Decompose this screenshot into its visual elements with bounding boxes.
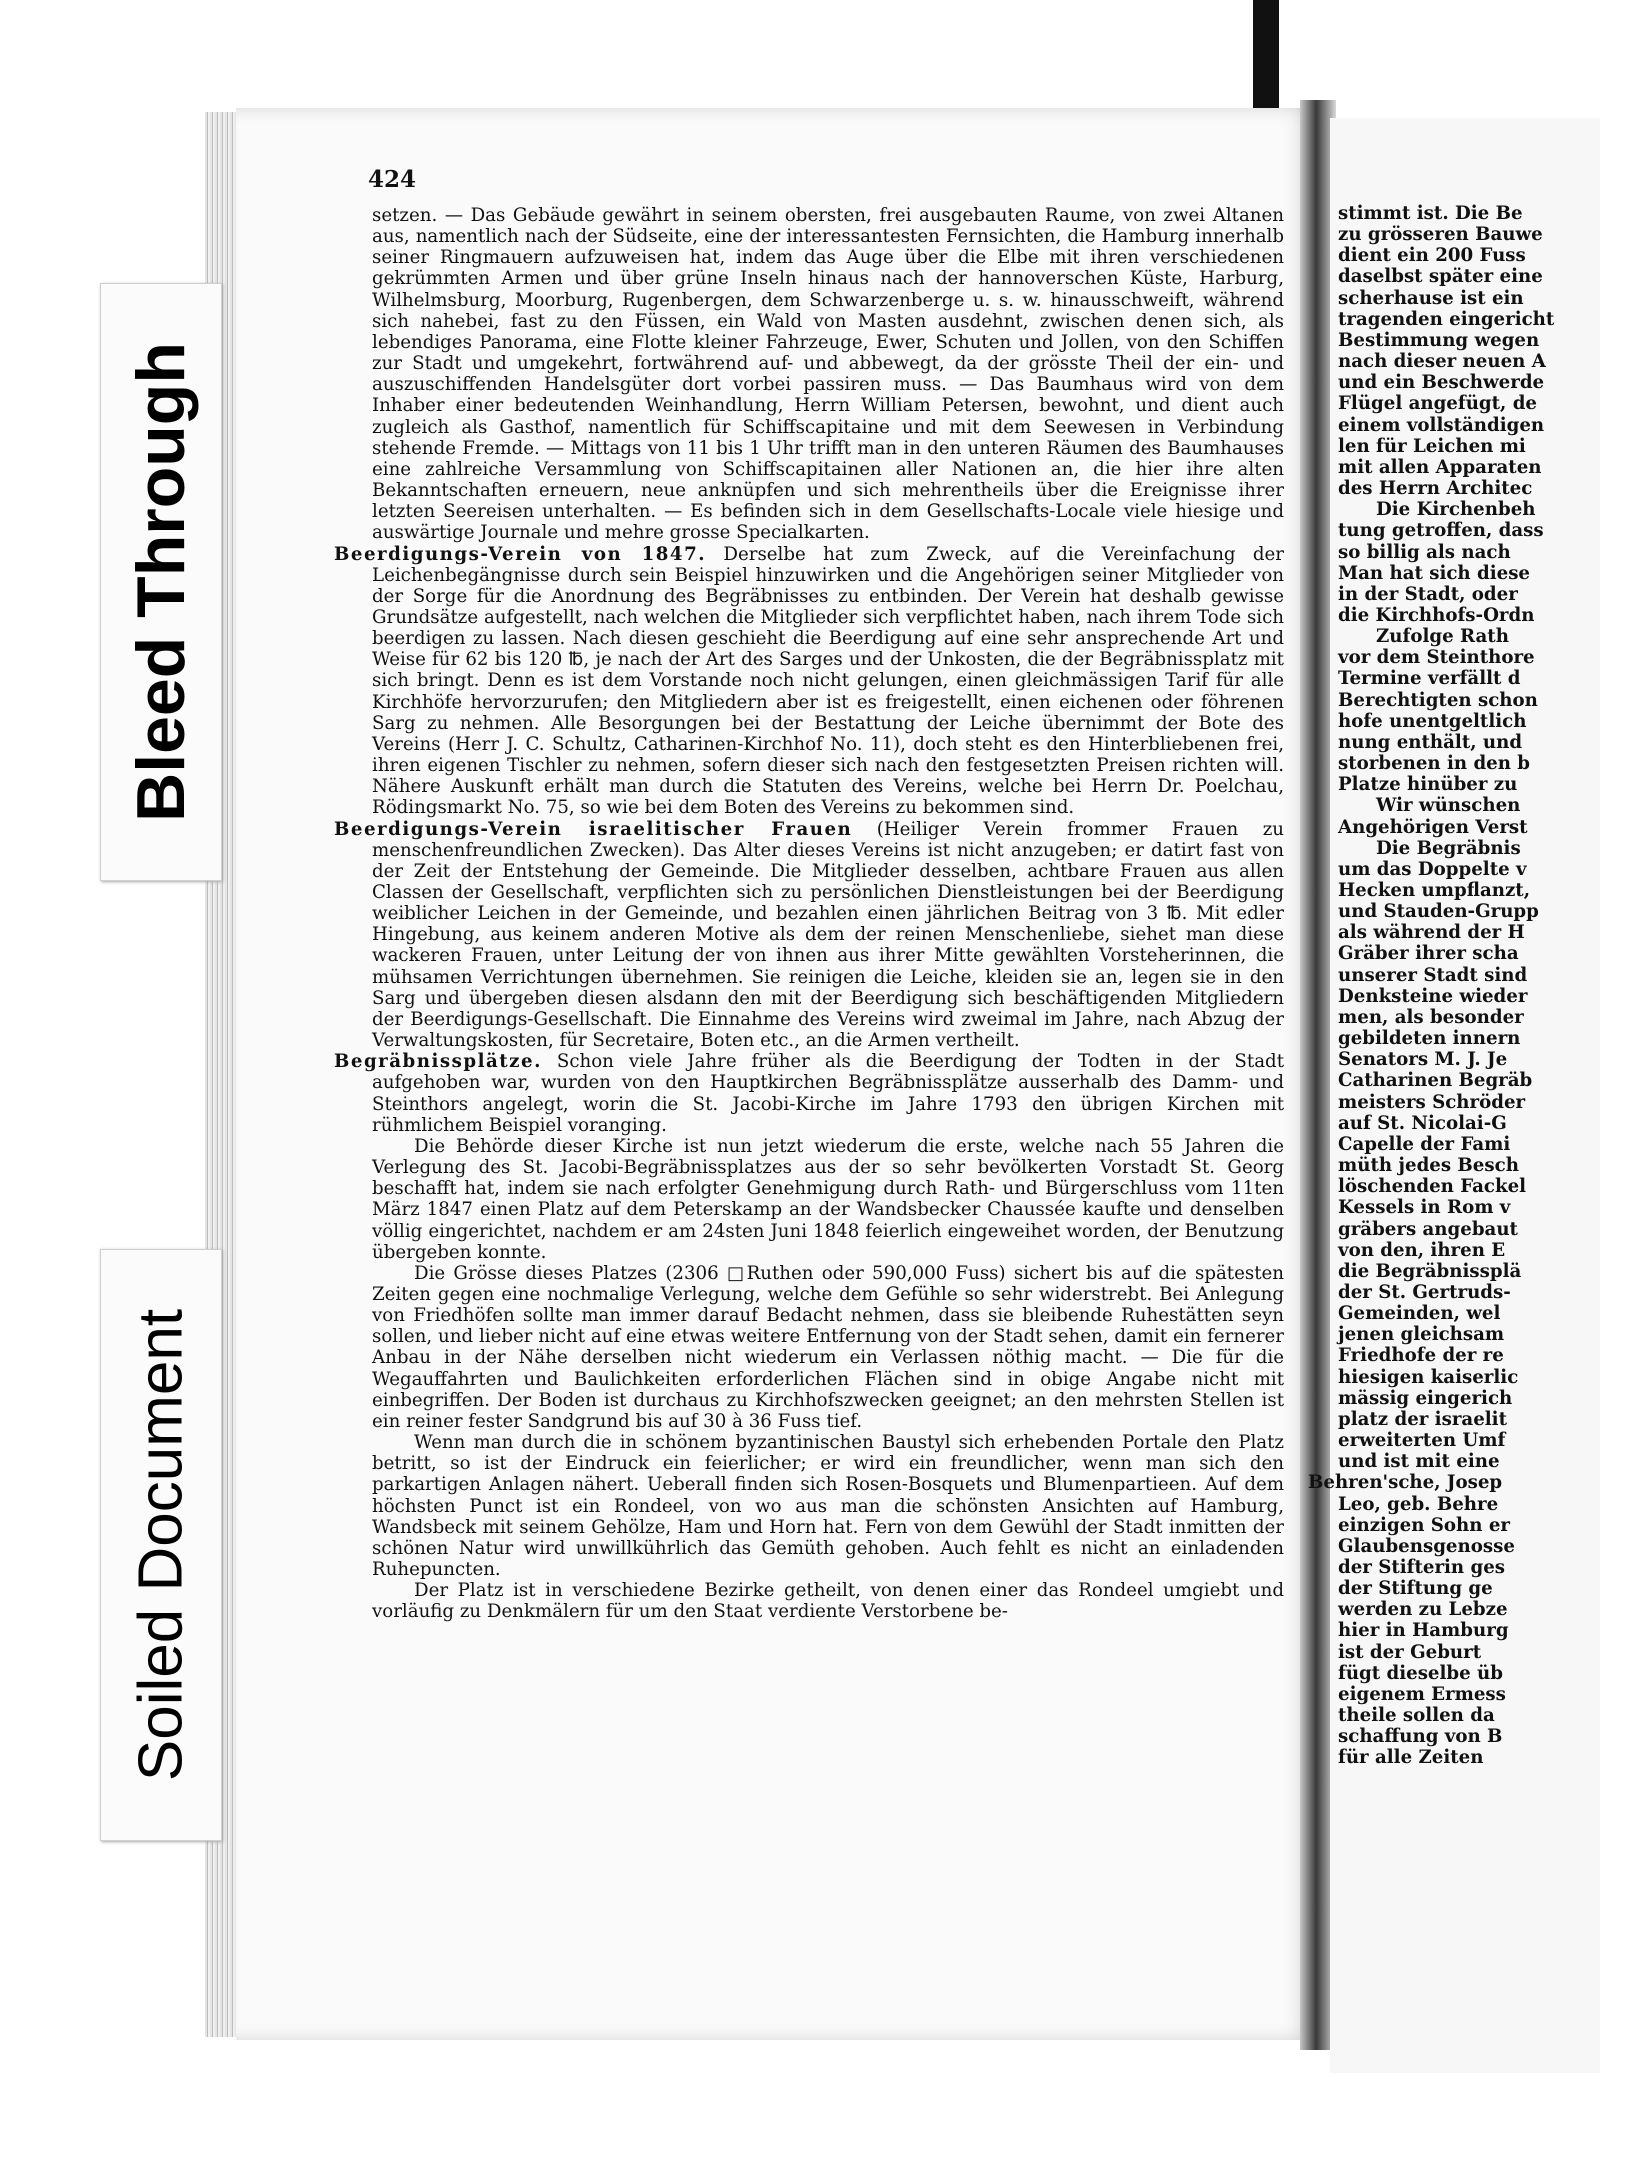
right-page-line: meisters Schröder xyxy=(1338,1091,1526,1113)
right-page-line: Kessels in Rom v xyxy=(1338,1197,1511,1219)
right-page-line: ist der Geburt xyxy=(1338,1641,1482,1663)
right-page-line: mit allen Apparaten xyxy=(1338,456,1542,478)
soiled-document-label xyxy=(100,1249,222,1841)
right-page-line: theile sollen da xyxy=(1338,1705,1495,1727)
right-page-line: nach dieser neuen A xyxy=(1338,351,1546,373)
right-page-line: len für Leichen mi xyxy=(1338,435,1526,457)
right-page-line: einem vollständigen xyxy=(1338,414,1545,436)
right-page-line: Zufolge Rath xyxy=(1376,626,1509,648)
right-page-line: und ist mit eine xyxy=(1338,1451,1500,1473)
right-page-line: unserer Stadt sind xyxy=(1338,964,1528,986)
right-page-line: vor dem Steinthore xyxy=(1338,647,1535,669)
right-page-line: gebildeten innern xyxy=(1338,1028,1521,1050)
right-page-line: Leo, geb. Behre xyxy=(1338,1493,1499,1515)
bleed-through-label-text: Bleed Through xyxy=(123,342,199,822)
right-page-line: löschenden Fackel xyxy=(1338,1176,1527,1198)
right-page-line: von den, ihren E xyxy=(1338,1239,1506,1261)
right-page-line: mässig eingerich xyxy=(1338,1387,1513,1409)
right-page-line: Senators M. J. Je xyxy=(1338,1049,1508,1071)
right-page-line: nung enthält, und xyxy=(1338,731,1523,753)
right-page-line: auf St. Nicolai-G xyxy=(1338,1112,1507,1134)
right-page-line: und Stauden-Grupp xyxy=(1338,901,1539,923)
right-page-line: der Stiftung ge xyxy=(1338,1578,1493,1600)
right-page-line: fügt dieselbe üb xyxy=(1338,1662,1503,1684)
right-page-line: Flügel angefügt, de xyxy=(1338,393,1537,415)
black-edge-strip xyxy=(1253,0,1279,110)
right-page-line: schaffung von B xyxy=(1338,1726,1503,1748)
right-page-line: hofe unentgeltlich xyxy=(1338,710,1527,732)
right-page-line: werden zu Lebze xyxy=(1338,1599,1508,1621)
right-page-line: storbenen in den b xyxy=(1338,753,1531,775)
right-page-line: platz der israelit xyxy=(1338,1408,1507,1430)
page-text-column xyxy=(334,205,1285,1623)
entry-body: Schon viele Jahre früher als die Beerdigung der Todten in der Stadt aufgehoben war, wurden von den Hauptkirchen Begräbnissplätze ausserhalb des Damm- und Steinthors angelegt, worin die St. Jacobi-Kirche im Jahre 1793 den übrigen Kirchen mit rühmlichem Beispiel voranging. xyxy=(372,1051,1284,1136)
entry-heading: Begräbnissplätze. xyxy=(334,1051,542,1073)
right-page-line: und ein Beschwerde xyxy=(1338,372,1545,394)
right-page-line: erweiterten Umf xyxy=(1338,1430,1506,1452)
right-page-line: Berechtigten schon xyxy=(1338,689,1538,711)
right-page-text xyxy=(1308,203,1628,1769)
right-page-line: dient ein 200 Fuss xyxy=(1338,245,1526,267)
right-page-line: der Stifterin ges xyxy=(1338,1557,1506,1578)
right-page-line: hier in Hamburg xyxy=(1338,1620,1509,1642)
right-page-line: Hecken umpflanzt, xyxy=(1338,880,1531,901)
right-page-line: in der Stadt, oder xyxy=(1338,583,1518,605)
entry-body: (Heiliger Verein frommer Frauen zu menschenfreundlichen Zwecken). Das Alter dieses Vereins ist nicht anzugeben; er datirt fast von der Zeit der Entstehung der Gemeinde. Die Mitglieder desselben, achtbare Frauen aus allen Classen der Gesellschaft, verpflichten sich zu persönlichen Dienstleistungen bei der Beerdigung weiblicher Leichen in der Gemeinde, und bezahlen einen jährlichen Beitrag von 3 ℔. Mit edler Hingebung, aus keinem anderen Motive als dem der reinen Menschenliebe, siehet man diese wackeren Frauen, unter Leitung der von ihnen aus ihrer Mitte gewählten Vorsteherinnen, die mühsamen Verrichtungen übernehmen. Sie reinigen die Leiche, kleiden sie an, legen sie in den Sarg und übergeben diesen alsdann den mit der Beerdigung sich beschäftigenden Mitgliedern der Beerdigungs-Gesellschaft. Die Einnahme des Vereins wird zweimal im Jahre, nach Abzug der Verwaltungskosten, für Secretaire, Boten etc., an die Armen vertheilt. xyxy=(372,818,1284,1052)
right-page-line: Wir wünschen xyxy=(1376,795,1521,817)
right-page-line: Termine verfällt d xyxy=(1338,668,1521,690)
directory-entry xyxy=(334,544,1284,819)
right-page-line: Man hat sich diese xyxy=(1338,562,1530,584)
right-page-line: Behren'sche, Josep xyxy=(1308,1472,1503,1494)
right-page-line: so billig als nach xyxy=(1338,541,1511,563)
text-paragraph: Wenn man durch die in schönem byzantinischen Baustyl sich erhebenden Portale den Platz betritt, so ist der Eindruck ein feierlicher; er wird ein freundlicher, wenn man sich den parkartigen Anlagen nähert. Ueberall finden sich Rosen-Bosquets und Blumenpartieen. Auf dem höchsten Punct ist ein Rondeel, von wo aus man die schönsten Ansichten auf Hamburg, Wandsbeck mit seinem Gehölze, Ham und Horn hat. Fern von dem Gewühl der Stadt inmitten der schönen Natur wird unwillkührlich das Gemüth gehoben. Auch fehlt es nicht an einladenden Ruhepuncten. xyxy=(372,1432,1284,1580)
right-page-line: tragenden eingericht xyxy=(1338,308,1555,330)
right-page-line: scherhause ist ein xyxy=(1338,287,1524,309)
right-page-line: der St. Gertruds- xyxy=(1338,1281,1511,1303)
right-page-line: Gemeinden, wel xyxy=(1338,1303,1501,1325)
right-page-line: Catharinen Begräb xyxy=(1338,1070,1533,1092)
entry-body: Derselbe hat zum Zweck, auf die Vereinfachung der Leichenbegängnisse durch sein Beispiel hinzuwirken und die Angehörigen seiner Mitglieder von der Sorge für die Anordnung des Begräbnisses zu entbinden. Der Verein hat deshalb gewisse Grundsätze aufgestellt, nach welchen die Mitglieder sich verpflichtet haben, nach ihrem Tode sich beerdigen zu lassen. Nach diesen geschieht die Beerdigung auf eine sehr ansprechende Art und Weise für 62 bis 120 ℔, je nach der Art des Sarges und der Unkosten, die der Begräbnissplatz mit sich bringt. Denn es ist dem Vorstande noch nicht gelungen, einen gleichmässigen Tarif für alle Kirchhöfe hervorzurufen; den Mitgliedern aber ist es freigestellt, einen eichenen oder föhrenen Sarg zu nehmen. Alle Besorgungen bei der Bestattung der Leiche übernimmt der Bote des Vereins (Herr J. C. Schultz, Catharinen-Kirchhof No. 11), doch steht es den Hinterbliebenen frei, ihren eigenen Tischler zu nehmen, sofern dieser sich nach den festgesetzten Preisen richten will. Nähere Auskunft erhält man durch die Statuten des Vereins, welche bei Herrn Dr. Poelchau, Rödingsmarkt No. 75, so wie bei dem Boten des Vereins zu bekommen sind. xyxy=(372,543,1285,819)
right-page-line: jenen gleichsam xyxy=(1338,1324,1505,1346)
right-page xyxy=(1308,118,1600,2073)
right-page-line: eigenem Ermess xyxy=(1338,1683,1506,1705)
right-page-line: daselbst später eine xyxy=(1338,266,1543,288)
right-page-line: stimmt ist. Die Be xyxy=(1338,203,1523,224)
bleed-through-label xyxy=(100,283,222,881)
right-page-line: gräbers angebaut xyxy=(1338,1218,1518,1240)
right-page-line: Gräber ihrer scha xyxy=(1338,943,1519,965)
right-page-line: Die Begräbnis xyxy=(1376,837,1521,859)
right-page-line: die Begräbnissplä xyxy=(1338,1260,1522,1282)
right-page-line: Platze hinüber zu xyxy=(1338,774,1518,796)
right-page-line: zu grösseren Bauwe xyxy=(1338,224,1543,246)
text-paragraph: Die Behörde dieser Kirche ist nun jetzt wiederum die erste, welche nach 55 Jahren die Verlegung des St. Jacobi-Begräbnissplatzes aus der so sehr bevölkerten Vorstadt St. Georg beschafft hat, indem sie nach erfolgter Genehmigung durch Rath- und Bürgerschluss vom 11ten März 1847 einen Platz auf dem Peterskamp an der Wandsbecker Chaussée kaufte und denselben völlig eingerichtet, nachdem er am 24sten Juni 1848 feierlich eingeweihet worden, der Benutzung übergeben konnte. xyxy=(372,1135,1284,1263)
entry-heading: Beerdigungs-Verein von 1847. xyxy=(334,543,707,565)
text-paragraph: Der Platz ist in verschiedene Bezirke getheilt, von denen einer das Rondeel umgiebt und vorläufig zu Denkmälern für um den Staat verdiente Verstorbene be- xyxy=(372,1580,1284,1623)
right-page-line: für alle Zeiten xyxy=(1338,1747,1484,1769)
right-page-line: einzigen Sohn er xyxy=(1338,1514,1510,1536)
directory-entry xyxy=(334,1051,1284,1136)
right-page-line: Angehörigen Verst xyxy=(1338,816,1528,838)
right-page-line: des Herrn Architec xyxy=(1338,478,1533,500)
directory-entry xyxy=(334,819,1284,1052)
right-page-line: Bestimmung wegen xyxy=(1338,329,1540,351)
right-page-line: tung getroffen, dass xyxy=(1338,520,1544,542)
right-page-line: men, als besonder xyxy=(1338,1006,1524,1028)
right-page-line: als während der H xyxy=(1338,922,1525,944)
soiled-document-label-text: Soiled Document xyxy=(126,1308,196,1782)
page-number: 424 xyxy=(368,166,417,193)
right-page-line: Friedhofe der re xyxy=(1338,1345,1504,1367)
text-paragraph: setzen. — Das Gebäude gewährt in seinem obersten, frei ausgebauten Raume, von zwei Altanen aus, namentlich nach der Südseite, eine der interessantesten Fernsichten, die Hamburg innerhalb seiner Ringmauern aufzuweisen hat, indem das Auge über die Elbe mit ihren verschiedenen gekrümmten Armen und über grüne Inseln hinaus nach der hannoverschen Küste, Harburg, Wilhelmsburg, Moorburg, Rugenbergen, dem Schwarzenberge u. s. w. hinausschweift, während sich nahebei, fast zu den Füssen, ein Wald von Masten ausdehnt, zwischen denen sich, als lebendiges Panorama, eine Flotte kleiner Fahrzeuge, Ewer, Schuten und Jollen, von den Schiffen zur Stadt und umgekehrt, fortwährend auf- und abbewegt, da der grösste Theil der ein- und auszuschiffenden Handelsgüter dort vorbei passiren muss. — Das Baumhaus wird von dem Inhaber einer bedeutenden Weinhandlung, Herrn William Petersen, bewohnt, und dient auch zugleich als Gasthof, namentlich für Schiffscapitaine und mit dem Seewesen in Verbindung stehende Fremde. — Mittags von 11 bis 1 Uhr trifft man in den unteren Räumen des Baumhauses eine zahlreiche Versammlung von Schiffscapitainen aller Nationen an, die hier ihre alten Bekanntschaften erneuern, neue anknüpfen und sich mehrentheils über die Ereignisse ihrer letzten Seereisen unterhalten. — Es befinden sich in dem Gesellschafts-Locale viele hiesige und auswärtige Journale und mehre grosse Specialkarten. xyxy=(372,205,1284,544)
right-page-line: Denksteine wieder xyxy=(1338,985,1528,1007)
right-page-line: Die Kirchenbeh xyxy=(1376,499,1536,521)
right-page-line: um das Doppelte v xyxy=(1338,858,1527,880)
right-page-line: Capelle der Fami xyxy=(1338,1133,1511,1155)
right-page-line: hiesigen kaiserlic xyxy=(1338,1366,1519,1388)
right-page-line: die Kirchhofs-Ordn xyxy=(1338,604,1535,626)
right-page-line: müth jedes Besch xyxy=(1338,1155,1519,1177)
right-page-line: Glaubensgenosse xyxy=(1338,1535,1515,1557)
entry-heading: Beerdigungs-Verein israelitischer Frauen xyxy=(334,818,853,840)
text-paragraph: Die Grösse dieses Platzes (2306 □Ruthen oder 590,000 Fuss) sichert bis auf die spätesten Zeiten gegen eine nochmalige Verlegung, welche dem Gefühle so sehr widerstrebt. Bei Anlegung von Friedhöfen sollte man immer darauf Bedacht nehmen, dass sie bleibende Ruhestätten seyn sollen, und lieber nicht auf eine etwas weitere Entfernung von der Stadt sehen, damit ein fernerer Anbau in der Nähe derselben nicht wiederum ein Verlassen nöthig macht. — Die für die Wegauffahrten und Baulichkeiten erforderlichen Flächen sind in obige Angabe nicht mit einbegriffen. Der Boden ist durchaus zu Kirchhofszwecken geeignet; an den mehrsten Stellen ist ein reiner fester Sandgrund bis auf 30 à 36 Fuss tief. xyxy=(372,1262,1284,1432)
